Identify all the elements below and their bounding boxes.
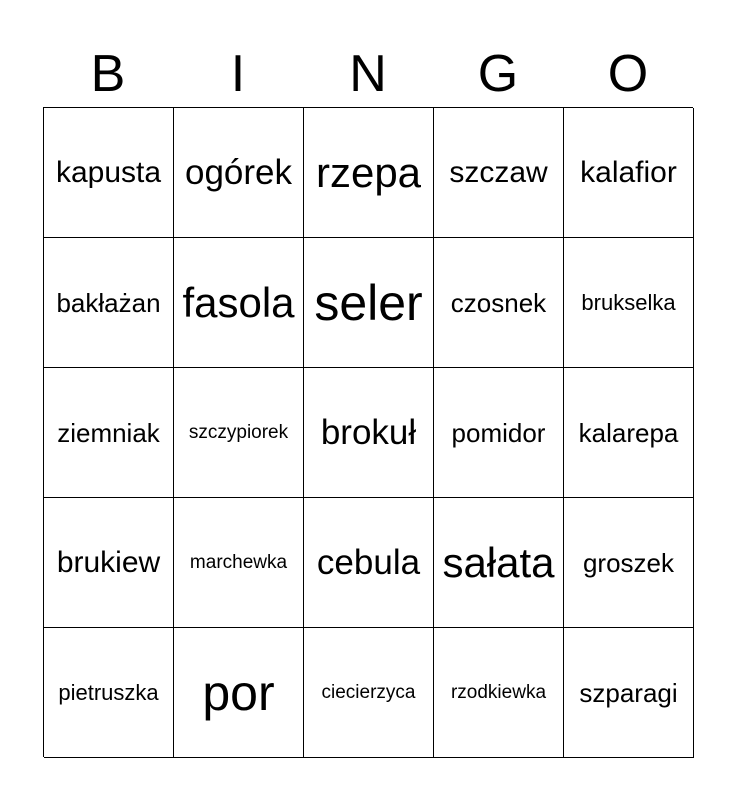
bingo-cell[interactable]: por — [174, 628, 304, 758]
bingo-cell[interactable]: rzepa — [304, 108, 434, 238]
bingo-cell[interactable]: ziemniak — [44, 368, 174, 498]
bingo-cell[interactable]: szczypiorek — [174, 368, 304, 498]
header-letter-o: O — [607, 45, 649, 103]
bingo-cell[interactable]: brukiew — [44, 498, 174, 628]
bingo-header — [43, 40, 693, 108]
bingo-cell[interactable]: sałata — [434, 498, 564, 628]
bingo-cell[interactable]: kapusta — [44, 108, 174, 238]
header-letter-b: B — [90, 45, 126, 103]
bingo-cell[interactable]: pietruszka — [44, 628, 174, 758]
bingo-cell[interactable]: ciecierzyca — [304, 628, 434, 758]
bingo-cell[interactable]: groszek — [564, 498, 694, 628]
bingo-cell[interactable]: szparagi — [564, 628, 694, 758]
bingo-cell[interactable]: kalarepa — [564, 368, 694, 498]
bingo-cell[interactable]: bakłażan — [44, 238, 174, 368]
bingo-cell[interactable]: brukselka — [564, 238, 694, 368]
bingo-cell[interactable]: szczaw — [434, 108, 564, 238]
bingo-cell[interactable]: brokuł — [304, 368, 434, 498]
bingo-cell[interactable]: fasola — [174, 238, 304, 368]
header-letter-i: I — [230, 45, 246, 103]
bingo-cell[interactable]: czosnek — [434, 238, 564, 368]
bingo-cell[interactable]: ogórek — [174, 108, 304, 238]
header-letter-n: N — [349, 45, 387, 103]
bingo-cell[interactable]: rzodkiewka — [434, 628, 564, 758]
header-letter-g: G — [477, 45, 519, 103]
bingo-board — [43, 107, 693, 757]
bingo-cell[interactable]: marchewka — [174, 498, 304, 628]
bingo-cell[interactable]: pomidor — [434, 368, 564, 498]
bingo-cell[interactable]: cebula — [304, 498, 434, 628]
bingo-cell[interactable]: kalafior — [564, 108, 694, 238]
bingo-cell[interactable]: seler — [304, 238, 434, 368]
